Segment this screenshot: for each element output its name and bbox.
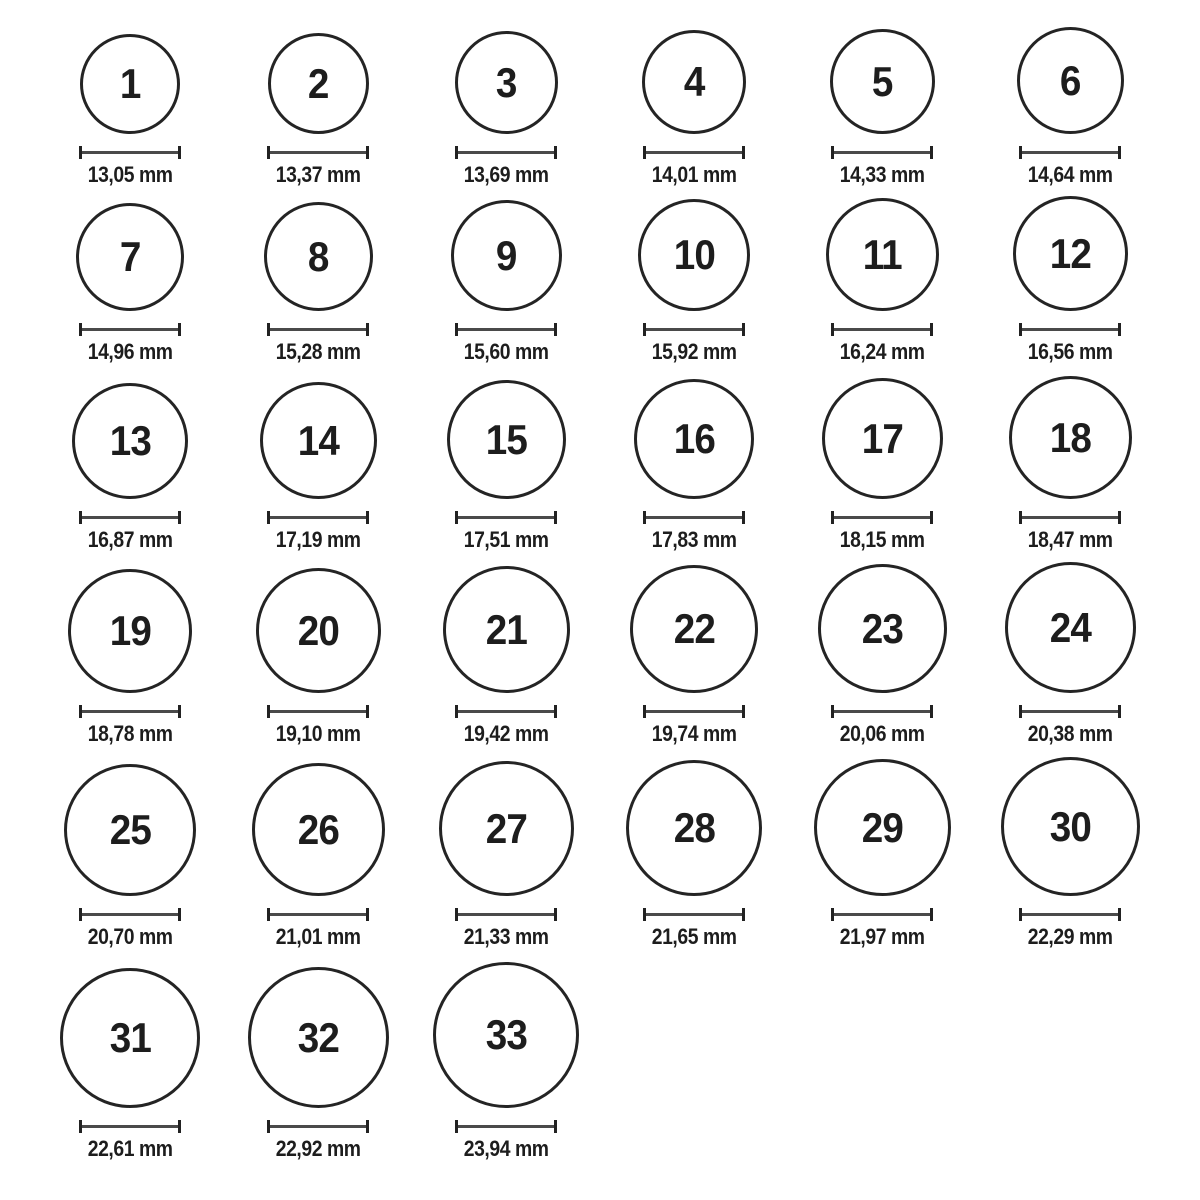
diameter-dimension-line: [79, 323, 181, 336]
ring-circle: [642, 30, 746, 134]
ring-size-number: 20: [297, 606, 339, 654]
ring-size-cell: [224, 33, 412, 188]
ring-size-cell: [788, 378, 976, 553]
diameter-dimension-line: [79, 908, 181, 921]
diameter-label: 21,65 mm: [651, 924, 737, 949]
diameter-dimension-line: [1019, 705, 1121, 718]
diameter-label: 16,24 mm: [839, 339, 925, 364]
ring-size-cell: [224, 202, 412, 365]
ring-size-number: 12: [1049, 229, 1091, 277]
ring-size-cell: [976, 27, 1164, 188]
chart-row: [36, 747, 1164, 950]
ring-size-cell: [224, 568, 412, 747]
ring-size-number: 27: [485, 804, 527, 852]
chart-row: [36, 0, 1164, 188]
ring-size-cell: [788, 29, 976, 188]
diameter-label: 23,94 mm: [463, 1136, 549, 1161]
ring-size-number: 7: [119, 233, 141, 280]
ring-circle: [451, 200, 562, 311]
diameter-dimension-line: [455, 908, 557, 921]
ring-circle: [260, 382, 377, 499]
ring-size-cell: [788, 759, 976, 950]
diameter-dimension-line: [267, 146, 369, 159]
ring-size-number: 15: [485, 415, 527, 463]
ring-size-cell: [412, 962, 600, 1162]
ring-circle: [634, 379, 754, 499]
ring-size-number: 18: [1049, 413, 1091, 461]
ring-size-number: 10: [673, 231, 715, 278]
ring-size-number: 6: [1059, 56, 1081, 104]
diameter-dimension-line: [1019, 908, 1121, 921]
diameter-label: 14,96 mm: [87, 339, 173, 364]
diameter-dimension-line: [79, 705, 181, 718]
diameter-label: 22,92 mm: [275, 1136, 361, 1161]
ring-circle: [826, 198, 939, 311]
ring-size-number: 25: [109, 806, 151, 853]
ring-circle: [60, 968, 200, 1108]
diameter-label: 22,61 mm: [87, 1136, 173, 1161]
ring-size-cell: [600, 379, 788, 553]
diameter-label: 22,29 mm: [1027, 924, 1113, 949]
ring-circle: [1001, 757, 1140, 896]
ring-size-cell: [36, 569, 224, 747]
ring-size-cell: [600, 565, 788, 747]
diameter-dimension-line: [643, 908, 745, 921]
diameter-label: 13,69 mm: [463, 162, 549, 187]
ring-size-number: 19: [109, 607, 151, 654]
diameter-label: 14,64 mm: [1027, 162, 1113, 187]
ring-size-number: 31: [109, 1014, 151, 1061]
ring-size-cell: [600, 760, 788, 950]
diameter-label: 17,83 mm: [651, 527, 737, 552]
ring-size-number: 33: [485, 1011, 527, 1058]
diameter-label: 17,51 mm: [463, 527, 549, 552]
ring-size-number: 22: [673, 605, 715, 652]
chart-row: [36, 553, 1164, 747]
diameter-dimension-line: [643, 705, 745, 718]
diameter-label: 19,10 mm: [275, 721, 361, 746]
ring-size-number: 26: [297, 805, 339, 853]
diameter-label: 14,01 mm: [651, 162, 737, 187]
diameter-dimension-line: [1019, 511, 1121, 524]
diameter-label: 13,37 mm: [275, 162, 361, 187]
diameter-dimension-line: [831, 908, 933, 921]
ring-circle: [433, 962, 579, 1108]
diameter-dimension-line: [643, 323, 745, 336]
ring-circle: [80, 34, 180, 134]
diameter-dimension-line: [1019, 323, 1121, 336]
diameter-label: 18,47 mm: [1027, 527, 1113, 552]
ring-size-number: 29: [861, 803, 903, 851]
diameter-dimension-line: [455, 511, 557, 524]
ring-circle: [64, 764, 196, 896]
ring-size-cell: [976, 196, 1164, 365]
ring-size-number: 16: [673, 415, 715, 462]
ring-size-number: 30: [1049, 802, 1091, 850]
ring-size-cell: [600, 30, 788, 188]
ring-size-number: 1: [119, 60, 141, 107]
ring-size-cell: [788, 564, 976, 747]
diameter-dimension-line: [267, 323, 369, 336]
ring-size-number: 8: [307, 232, 329, 280]
ring-size-cell: [36, 764, 224, 950]
ring-size-cell: [36, 383, 224, 553]
ring-size-number: 4: [683, 58, 705, 105]
ring-size-cell: [224, 382, 412, 553]
diameter-dimension-line: [643, 511, 745, 524]
diameter-label: 14,33 mm: [839, 162, 925, 187]
diameter-dimension-line: [455, 705, 557, 718]
diameter-label: 21,97 mm: [839, 924, 925, 949]
diameter-label: 18,78 mm: [87, 721, 173, 746]
diameter-label: 15,60 mm: [463, 339, 549, 364]
ring-size-cell: [36, 968, 224, 1162]
diameter-dimension-line: [79, 511, 181, 524]
chart-row: [36, 188, 1164, 365]
diameter-label: 16,87 mm: [87, 527, 173, 552]
diameter-dimension-line: [79, 1120, 181, 1133]
ring-size-cell: [976, 376, 1164, 553]
ring-circle: [252, 763, 385, 896]
ring-size-cell: [224, 967, 412, 1162]
ring-size-number: 24: [1049, 603, 1091, 651]
ring-size-number: 2: [307, 59, 329, 107]
ring-size-cell: [976, 757, 1164, 950]
ring-size-number: 5: [871, 57, 893, 105]
ring-size-cell: [224, 763, 412, 950]
ring-size-cell: [36, 203, 224, 365]
ring-circle: [1013, 196, 1128, 311]
ring-circle: [1009, 376, 1132, 499]
diameter-dimension-line: [455, 1120, 557, 1133]
ring-circle: [443, 566, 570, 693]
ring-circle: [455, 31, 558, 134]
ring-circle: [264, 202, 373, 311]
diameter-label: 17,19 mm: [275, 527, 361, 552]
ring-size-cell: [412, 761, 600, 950]
ring-circle: [638, 199, 750, 311]
diameter-label: 18,15 mm: [839, 527, 925, 552]
ring-size-number: 13: [109, 417, 151, 464]
diameter-dimension-line: [455, 146, 557, 159]
ring-size-cell: [600, 199, 788, 365]
diameter-label: 21,01 mm: [275, 924, 361, 949]
ring-size-number: 32: [297, 1013, 339, 1061]
diameter-dimension-line: [831, 323, 933, 336]
ring-size-chart: [36, 0, 1164, 1162]
ring-circle: [1005, 562, 1136, 693]
ring-circle: [1017, 27, 1124, 134]
ring-size-cell: [36, 34, 224, 188]
ring-size-number: 21: [485, 605, 527, 653]
diameter-label: 20,38 mm: [1027, 721, 1113, 746]
ring-size-number: 14: [297, 416, 339, 464]
ring-circle: [447, 380, 566, 499]
ring-circle: [68, 569, 192, 693]
ring-size-number: 3: [495, 58, 517, 106]
diameter-dimension-line: [831, 511, 933, 524]
ring-size-cell: [412, 200, 600, 365]
ring-size-cell: [412, 566, 600, 747]
diameter-dimension-line: [267, 511, 369, 524]
diameter-dimension-line: [831, 705, 933, 718]
diameter-dimension-line: [267, 705, 369, 718]
ring-circle: [72, 383, 188, 499]
diameter-label: 13,05 mm: [87, 162, 173, 187]
ring-circle: [248, 967, 389, 1108]
ring-circle: [268, 33, 369, 134]
ring-circle: [818, 564, 947, 693]
diameter-label: 19,42 mm: [463, 721, 549, 746]
diameter-label: 20,70 mm: [87, 924, 173, 949]
diameter-label: 19,74 mm: [651, 721, 737, 746]
ring-circle: [830, 29, 935, 134]
ring-circle: [630, 565, 758, 693]
diameter-dimension-line: [455, 323, 557, 336]
ring-size-number: 28: [673, 804, 715, 851]
ring-size-cell: [788, 198, 976, 365]
diameter-dimension-line: [79, 146, 181, 159]
chart-row: [36, 950, 1164, 1162]
ring-size-number: 17: [861, 414, 903, 462]
ring-circle: [822, 378, 943, 499]
ring-size-cell: [412, 31, 600, 188]
ring-size-number: 23: [861, 604, 903, 652]
diameter-label: 15,28 mm: [275, 339, 361, 364]
diameter-label: 21,33 mm: [463, 924, 549, 949]
diameter-label: 16,56 mm: [1027, 339, 1113, 364]
ring-size-number: 9: [495, 231, 517, 279]
ring-circle: [256, 568, 381, 693]
ring-size-cell: [976, 562, 1164, 747]
ring-size-number: 11: [862, 230, 902, 278]
ring-circle: [814, 759, 951, 896]
chart-row: [36, 365, 1164, 553]
ring-size-cell: [412, 380, 600, 553]
diameter-dimension-line: [267, 908, 369, 921]
diameter-dimension-line: [1019, 146, 1121, 159]
diameter-dimension-line: [831, 146, 933, 159]
ring-circle: [626, 760, 762, 896]
diameter-dimension-line: [267, 1120, 369, 1133]
ring-circle: [439, 761, 574, 896]
diameter-dimension-line: [643, 146, 745, 159]
diameter-label: 20,06 mm: [839, 721, 925, 746]
diameter-label: 15,92 mm: [651, 339, 737, 364]
ring-circle: [76, 203, 184, 311]
